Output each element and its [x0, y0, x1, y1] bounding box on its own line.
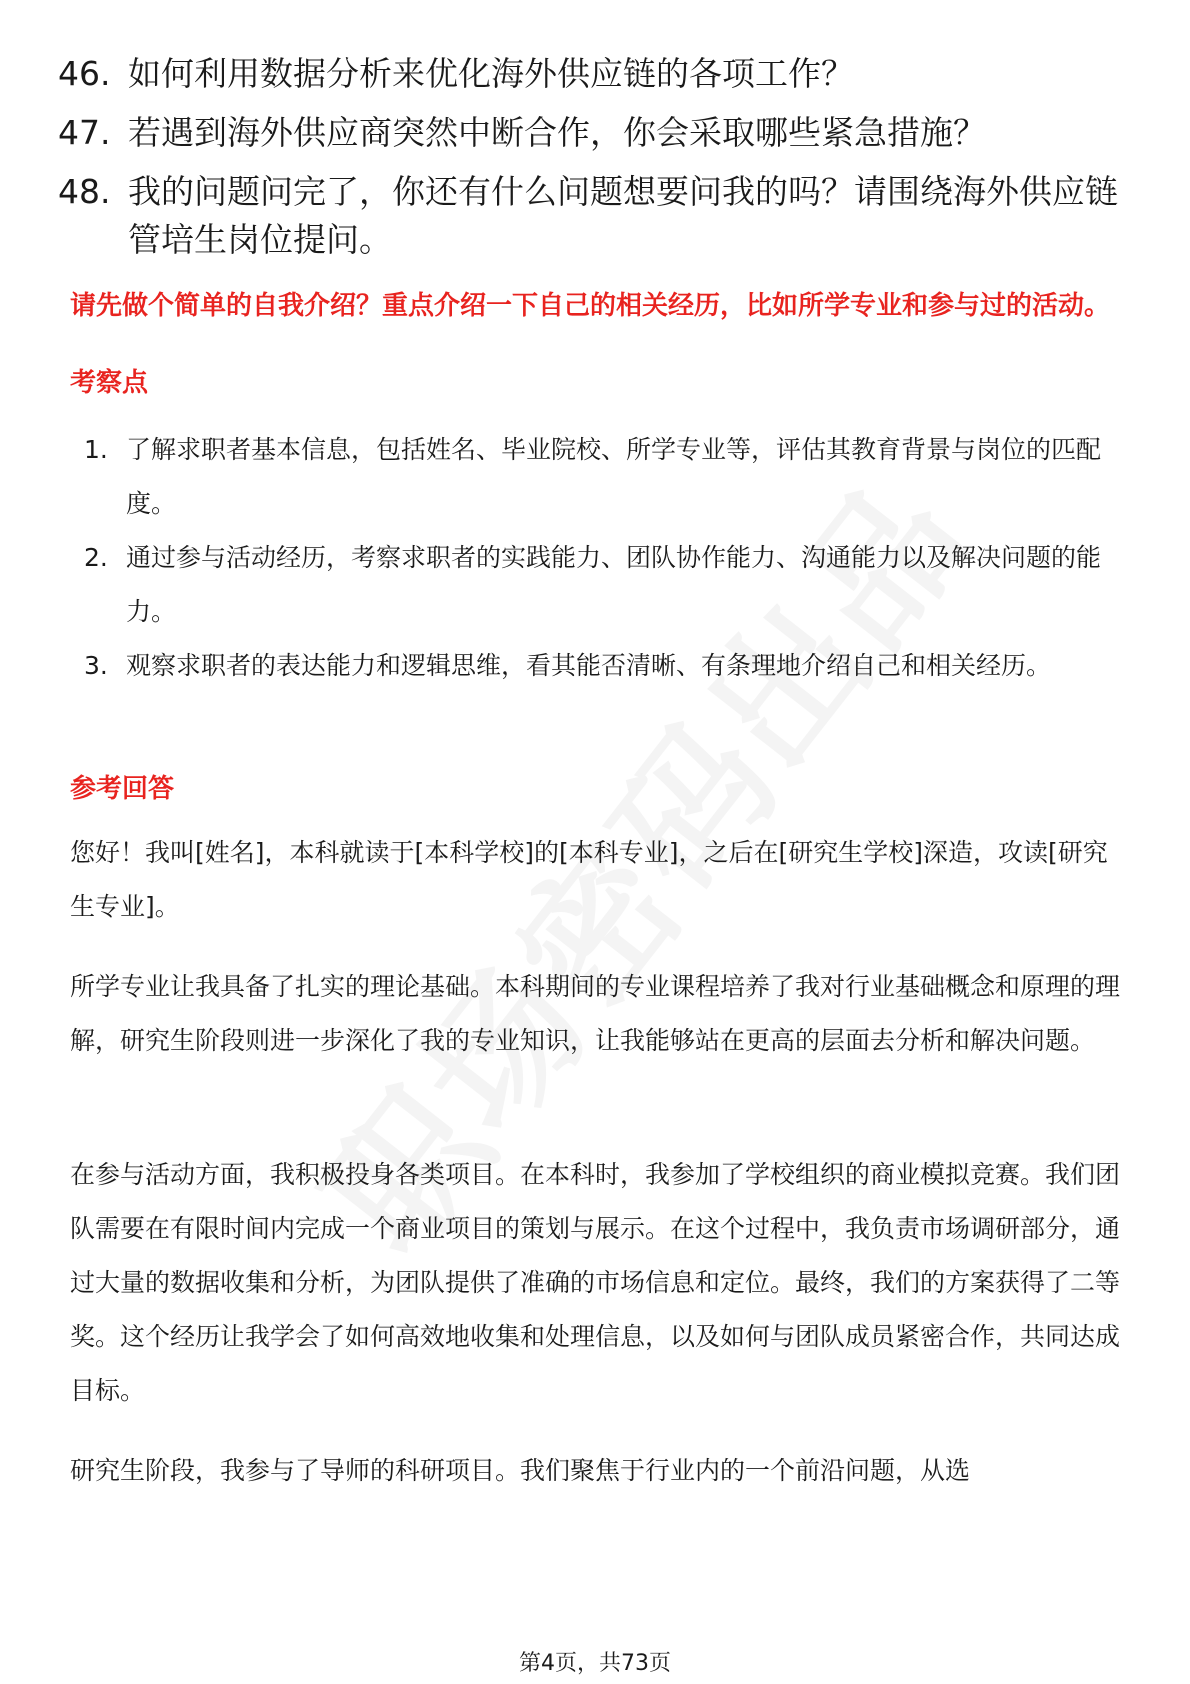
focus-point-text: 通过参与活动经历，考察求职者的实践能力、团队协作能力、沟通能力以及解决问题的能力。 — [126, 543, 1102, 626]
answer-paragraph: 在参与活动方面，我积极投身各类项目。在本科时，我参加了学校组织的商业模拟竞赛。我们团队需要在有限时间内完成一个商业项目的策划与展示。在这个过程中，我负责市场调研部分，通过大量的数据收集和分析，为团队提供了准确的市场信息和定位。最终，我们的方案获得了二等奖。这个经历让我学会了如何高效地收集和处理信息，以及如何与团队成员紧密合作，共同达成目标。 — [70, 1160, 1121, 1405]
focus-point-text: 观察求职者的表达能力和逻辑思维，看其能否清晰、有条理地介绍自己和相关经历。 — [126, 651, 1052, 680]
question-heading: 请先做个简单的自我介绍？重点介绍一下自己的相关经历，比如所学专业和参与过的活动。 — [70, 291, 1111, 321]
answer-paragraph: 研究生阶段，我参与了导师的科研项目。我们聚焦于行业内的一个前沿问题，从选 — [70, 1456, 971, 1485]
page-footer: 第4页，共73页 — [519, 1651, 671, 1676]
focus-point-number: 3. — [84, 651, 108, 680]
answer-paragraph: 您好！我叫[姓名]，本科就读于[本科学校]的[本科专业]，之后在[研究生学校]深造，攻读[研究生专业]。 — [70, 838, 1108, 921]
focus-point-number: 2. — [84, 543, 108, 572]
question-number: 48. — [58, 172, 111, 211]
question-list — [58, 50, 1138, 275]
focus-label: 考察点 — [70, 368, 149, 398]
answer-label: 参考回答 — [70, 774, 175, 804]
question-number: 46. — [58, 54, 111, 93]
focus-point-text: 了解求职者基本信息，包括姓名、毕业院校、所学专业等，评估其教育背景与岗位的匹配度。 — [126, 435, 1102, 518]
focus-point — [84, 531, 1134, 639]
answer-paragraph: 所学专业让我具备了扎实的理论基础。本科期间的专业课程培养了我对行业基础概念和原理的理解，研究生阶段则进一步深化了我的专业知识，让我能够站在更高的层面去分析和解决问题。 — [70, 972, 1121, 1055]
question-number: 47. — [58, 113, 111, 152]
question-item — [58, 50, 1138, 98]
question-text: 若遇到海外供应商突然中断合作，你会采取哪些紧急措施？ — [128, 113, 986, 152]
question-item — [58, 168, 1138, 264]
focus-point-number: 1. — [84, 435, 108, 464]
focus-points-list — [84, 423, 1134, 693]
question-text: 我的问题问完了，你还有什么问题想要问我的吗？请围绕海外供应链管培生岗位提问。 — [128, 172, 1118, 259]
question-text: 如何利用数据分析来优化海外供应链的各项工作？ — [128, 54, 854, 93]
focus-point — [84, 423, 1134, 531]
question-item — [58, 109, 1138, 157]
focus-point — [84, 639, 1134, 693]
